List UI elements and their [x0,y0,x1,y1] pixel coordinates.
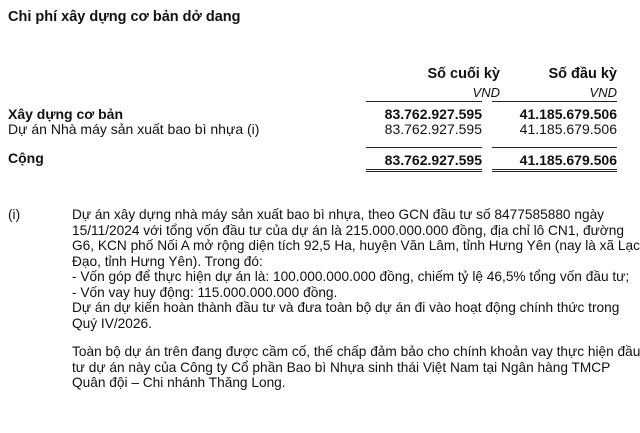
total-rule-bottom-start-2 [492,171,617,172]
note-line: - Vốn góp để thực hiện dự án là: 100.000.000.000 đồng, chiếm tỷ lệ 46,5% tổng vốn đầu tư; [72,269,630,284]
note-line: G6, KCN phố Nối A mở rộng diện tích 92,5 Ha, huyện Văn Lâm, tỉnh Hưng Yên (nay là xã Lạc [72,238,640,253]
note-line: Dự án dự kiến hoàn thành đầu tư và đưa toàn bộ dự án đi vào hoạt động chính thức trong [72,300,620,315]
note-paragraph-2 [72,344,640,391]
row-value-construction-start: 41.185.679.506 [519,106,617,122]
row-value-plastic-plant-end: 83.762.927.595 [384,121,482,137]
row-label-construction: Xây dựng cơ bản [8,106,124,122]
note-line: - Vốn vay huy động: 115.000.000.000 đồng. [72,284,338,300]
total-value-start: 41.185.679.506 [519,152,617,168]
column-unit-start: VND [589,85,617,100]
note-line: Đạo, tỉnh Hưng Yên). Trong đó: [72,253,263,269]
total-rule-top-start [492,147,617,148]
header-rule-start [492,101,617,102]
column-header-start-period: Số đầu kỳ [548,66,617,82]
total-rule-bottom-start-1 [492,169,617,170]
note-paragraph-1 [72,207,640,331]
row-value-plastic-plant-start: 41.185.679.506 [519,121,617,137]
note-line: Quân đội – Chi nhánh Thăng Long. [72,375,286,390]
total-rule-bottom-end-1 [366,169,482,170]
header-rule-end [366,101,482,102]
total-value-end: 83.762.927.595 [384,152,482,168]
row-label-plastic-plant: Dự án Nhà máy sản xuất bao bì nhựa (i) [8,121,260,137]
column-header-end-period: Số cuối kỳ [427,66,500,82]
total-label: Cộng [8,150,44,166]
total-rule-top-end [366,147,482,148]
note-line: Quý IV/2026. [72,315,152,331]
total-rule-bottom-end-2 [366,171,482,172]
column-unit-end: VND [472,85,500,100]
section-title: Chi phí xây dựng cơ bản dở dang [8,9,241,25]
row-value-construction-end: 83.762.927.595 [384,106,482,122]
note-marker: (i) [8,207,21,222]
note-line: Toàn bộ dự án trên đang được cầm cố, thế chấp đảm bảo cho chính khoản vay thực hiện đầu [72,344,640,359]
note-line: Dự án xây dựng nhà máy sản xuất bao bì nhựa, theo GCN đầu tư số 8477585880 ngày [72,207,605,222]
note-line: tư dự án này của Công ty Cổ phần Bao bì Nhựa sinh thái Việt Nam tại Ngân hàng TMCP [72,359,611,375]
note-line: 15/11/2024 với tổng vốn đầu tư của dự án là 215.000.000.000 đồng, địa chỉ lô CN1, đường [72,222,625,238]
